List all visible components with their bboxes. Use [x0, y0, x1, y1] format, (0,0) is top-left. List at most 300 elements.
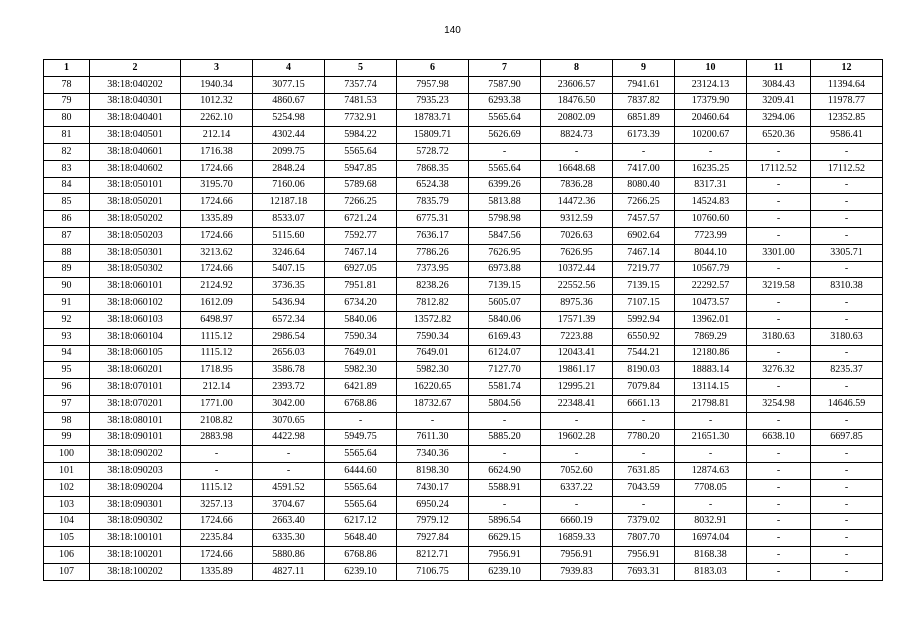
- table-row: [44, 244, 883, 261]
- table-cell: -: [747, 311, 811, 328]
- table-cell: 2108.82: [181, 412, 253, 429]
- table-cell: 8238.26: [397, 278, 469, 295]
- table-cell: 6524.38: [397, 177, 469, 194]
- table-cell: 5565.64: [325, 479, 397, 496]
- table-row: [44, 143, 883, 160]
- table-cell: 5565.64: [325, 496, 397, 513]
- table-cell: 3070.65: [253, 412, 325, 429]
- table-cell: 212.14: [181, 379, 253, 396]
- table-cell: -: [747, 379, 811, 396]
- table-cell: 5982.30: [397, 362, 469, 379]
- table-cell: 79: [44, 93, 90, 110]
- table-cell: 3180.63: [747, 328, 811, 345]
- table-cell: 7631.85: [613, 463, 675, 480]
- table-cell: 7626.95: [541, 244, 613, 261]
- table-cell: 12874.63: [675, 463, 747, 480]
- header-row: [44, 60, 883, 77]
- table-cell: -: [811, 177, 883, 194]
- table-cell: 101: [44, 463, 90, 480]
- table-cell: 7927.84: [397, 530, 469, 547]
- table-cell: 5565.64: [469, 160, 541, 177]
- table-cell: 5605.07: [469, 295, 541, 312]
- table-cell: 7266.25: [613, 194, 675, 211]
- table-cell: 7941.61: [613, 76, 675, 93]
- table-cell: 6775.31: [397, 211, 469, 228]
- table-row: [44, 328, 883, 345]
- table-cell: 97: [44, 395, 90, 412]
- table-cell: 13962.01: [675, 311, 747, 328]
- table-cell: 7043.59: [613, 479, 675, 496]
- table-cell: 107: [44, 563, 90, 580]
- table-cell: 38:18:040401: [90, 110, 181, 127]
- table-cell: 5588.91: [469, 479, 541, 496]
- table-cell: -: [747, 479, 811, 496]
- table-cell: -: [747, 211, 811, 228]
- table-cell: 2986.54: [253, 328, 325, 345]
- table-cell: 38:18:040202: [90, 76, 181, 93]
- table-cell: 100: [44, 446, 90, 463]
- table-cell: -: [811, 227, 883, 244]
- table-cell: -: [747, 261, 811, 278]
- table-cell: 102: [44, 479, 90, 496]
- table-cell: 6550.92: [613, 328, 675, 345]
- table-cell: -: [675, 496, 747, 513]
- table-cell: 38:18:090101: [90, 429, 181, 446]
- table-row: [44, 379, 883, 396]
- table-cell: 8183.03: [675, 563, 747, 580]
- table-cell: 98: [44, 412, 90, 429]
- table-cell: 5798.98: [469, 211, 541, 228]
- table-cell: 7379.02: [613, 513, 675, 530]
- table-cell: 5804.56: [469, 395, 541, 412]
- table-cell: -: [811, 194, 883, 211]
- table-cell: 5115.60: [253, 227, 325, 244]
- table-cell: -: [747, 463, 811, 480]
- table-cell: 7357.74: [325, 76, 397, 93]
- table-cell: 10473.57: [675, 295, 747, 312]
- table-cell: 106: [44, 547, 90, 564]
- table-cell: 38:18:040602: [90, 160, 181, 177]
- table-cell: 7786.26: [397, 244, 469, 261]
- table-cell: 85: [44, 194, 90, 211]
- table-cell: 7026.63: [541, 227, 613, 244]
- table-cell: 6124.07: [469, 345, 541, 362]
- table-cell: 16859.33: [541, 530, 613, 547]
- table-cell: 7417.00: [613, 160, 675, 177]
- table-cell: 7430.17: [397, 479, 469, 496]
- table-cell: 7939.83: [541, 563, 613, 580]
- table-cell: 16220.65: [397, 379, 469, 396]
- table-cell: 7139.15: [469, 278, 541, 295]
- table-cell: 6173.39: [613, 127, 675, 144]
- table-cell: 1115.12: [181, 328, 253, 345]
- table-cell: 82: [44, 143, 90, 160]
- table-cell: 14472.36: [541, 194, 613, 211]
- table-row: [44, 194, 883, 211]
- table-cell: 6520.36: [747, 127, 811, 144]
- table-cell: 8190.03: [613, 362, 675, 379]
- table-row: [44, 177, 883, 194]
- table-cell: 38:18:050203: [90, 227, 181, 244]
- table-cell: 5728.72: [397, 143, 469, 160]
- table-cell: -: [811, 345, 883, 362]
- table-cell: 3246.64: [253, 244, 325, 261]
- table-cell: 16235.25: [675, 160, 747, 177]
- table-cell: -: [747, 143, 811, 160]
- table-cell: -: [811, 412, 883, 429]
- table-cell: 7807.70: [613, 530, 675, 547]
- table-row: [44, 227, 883, 244]
- table-cell: 80: [44, 110, 90, 127]
- table-cell: 5813.88: [469, 194, 541, 211]
- table-row: [44, 311, 883, 328]
- table-cell: 14524.83: [675, 194, 747, 211]
- table-cell: 7160.06: [253, 177, 325, 194]
- table-cell: 38:18:100201: [90, 547, 181, 564]
- table-cell: 3294.06: [747, 110, 811, 127]
- table-cell: -: [747, 345, 811, 362]
- table-cell: 6444.60: [325, 463, 397, 480]
- table-cell: 38:18:060201: [90, 362, 181, 379]
- table-cell: 6399.26: [469, 177, 541, 194]
- table-cell: 212.14: [181, 127, 253, 144]
- table-cell: 3042.00: [253, 395, 325, 412]
- table-cell: 7812.82: [397, 295, 469, 312]
- table-cell: 99: [44, 429, 90, 446]
- table-cell: 5648.40: [325, 530, 397, 547]
- table-cell: 12043.41: [541, 345, 613, 362]
- table-cell: 87: [44, 227, 90, 244]
- table-row: [44, 362, 883, 379]
- column-header: 9: [613, 60, 675, 77]
- table-cell: 7106.75: [397, 563, 469, 580]
- table-cell: -: [811, 479, 883, 496]
- table-cell: 7127.70: [469, 362, 541, 379]
- table-cell: 13114.15: [675, 379, 747, 396]
- table-row: [44, 76, 883, 93]
- table-cell: 6239.10: [469, 563, 541, 580]
- table-cell: 7611.30: [397, 429, 469, 446]
- column-header: 1: [44, 60, 90, 77]
- table-cell: 8235.37: [811, 362, 883, 379]
- table-cell: -: [811, 463, 883, 480]
- table-cell: 38:18:090204: [90, 479, 181, 496]
- column-header: 7: [469, 60, 541, 77]
- table-cell: 8975.36: [541, 295, 613, 312]
- table-cell: 2235.84: [181, 530, 253, 547]
- table-cell: 5949.75: [325, 429, 397, 446]
- column-header: 8: [541, 60, 613, 77]
- table-cell: 17379.90: [675, 93, 747, 110]
- table-cell: -: [181, 463, 253, 480]
- table-cell: 6902.64: [613, 227, 675, 244]
- table-row: [44, 127, 883, 144]
- table-cell: 3736.35: [253, 278, 325, 295]
- table-cell: 6337.22: [541, 479, 613, 496]
- table-cell: 8212.71: [397, 547, 469, 564]
- table-cell: 19602.28: [541, 429, 613, 446]
- table-cell: 1335.89: [181, 211, 253, 228]
- table-cell: 8198.30: [397, 463, 469, 480]
- table-cell: 86: [44, 211, 90, 228]
- table-cell: 38:18:050201: [90, 194, 181, 211]
- table-cell: -: [811, 311, 883, 328]
- table-cell: 7836.28: [541, 177, 613, 194]
- table-cell: 8533.07: [253, 211, 325, 228]
- table-cell: 5880.86: [253, 547, 325, 564]
- table-cell: 7732.91: [325, 110, 397, 127]
- table-cell: 38:18:050302: [90, 261, 181, 278]
- table-cell: 7481.53: [325, 93, 397, 110]
- table-cell: 5581.74: [469, 379, 541, 396]
- table-cell: 5840.06: [469, 311, 541, 328]
- table-cell: 22292.57: [675, 278, 747, 295]
- table-cell: 7869.29: [675, 328, 747, 345]
- table-cell: 2124.92: [181, 278, 253, 295]
- table-cell: 38:18:100101: [90, 530, 181, 547]
- table-cell: 11394.64: [811, 76, 883, 93]
- table-cell: -: [811, 513, 883, 530]
- table-row: [44, 345, 883, 362]
- table-cell: 38:18:050202: [90, 211, 181, 228]
- table-cell: 1335.89: [181, 563, 253, 580]
- table-cell: 1724.66: [181, 160, 253, 177]
- table-cell: 6973.88: [469, 261, 541, 278]
- table-cell: 6768.86: [325, 395, 397, 412]
- table-cell: 13572.82: [397, 311, 469, 328]
- table-cell: 5254.98: [253, 110, 325, 127]
- table-cell: 5840.06: [325, 311, 397, 328]
- table-cell: 1724.66: [181, 194, 253, 211]
- table-cell: 5947.85: [325, 160, 397, 177]
- table-cell: 38:18:100202: [90, 563, 181, 580]
- table-cell: 103: [44, 496, 90, 513]
- table-row: [44, 496, 883, 513]
- table-cell: -: [613, 412, 675, 429]
- table-cell: -: [811, 143, 883, 160]
- table-row: [44, 160, 883, 177]
- table-cell: -: [747, 412, 811, 429]
- table-cell: 7693.31: [613, 563, 675, 580]
- table-cell: 1718.95: [181, 362, 253, 379]
- table-cell: 38:18:090302: [90, 513, 181, 530]
- table-cell: 5896.54: [469, 513, 541, 530]
- table-cell: 90: [44, 278, 90, 295]
- table-cell: -: [811, 295, 883, 312]
- table-cell: 104: [44, 513, 90, 530]
- table-cell: 10567.79: [675, 261, 747, 278]
- table-cell: -: [253, 446, 325, 463]
- table-cell: 22552.56: [541, 278, 613, 295]
- table-cell: -: [811, 563, 883, 580]
- table-cell: -: [253, 463, 325, 480]
- table-cell: 3077.15: [253, 76, 325, 93]
- table-cell: 10372.44: [541, 261, 613, 278]
- table-cell: 38:18:060101: [90, 278, 181, 295]
- table-cell: 4860.67: [253, 93, 325, 110]
- table-row: [44, 278, 883, 295]
- table-cell: -: [675, 446, 747, 463]
- table-cell: 1771.00: [181, 395, 253, 412]
- table-cell: 14646.59: [811, 395, 883, 412]
- table-cell: 6239.10: [325, 563, 397, 580]
- table-cell: 6421.89: [325, 379, 397, 396]
- column-header: 10: [675, 60, 747, 77]
- page-number: 140: [444, 25, 461, 36]
- table-cell: -: [541, 446, 613, 463]
- table-cell: 6851.89: [613, 110, 675, 127]
- table-row: [44, 463, 883, 480]
- table-cell: -: [675, 143, 747, 160]
- table-cell: 9586.41: [811, 127, 883, 144]
- table-cell: 23606.57: [541, 76, 613, 93]
- table-cell: 19861.17: [541, 362, 613, 379]
- table-cell: 7723.99: [675, 227, 747, 244]
- table-cell: 4422.98: [253, 429, 325, 446]
- table-cell: 18783.71: [397, 110, 469, 127]
- table-cell: 2663.40: [253, 513, 325, 530]
- table-row: [44, 429, 883, 446]
- table-cell: -: [747, 547, 811, 564]
- table-cell: 7266.25: [325, 194, 397, 211]
- table-cell: 7373.95: [397, 261, 469, 278]
- table-cell: 3084.43: [747, 76, 811, 93]
- table-cell: 83: [44, 160, 90, 177]
- table-cell: 91: [44, 295, 90, 312]
- table-row: [44, 446, 883, 463]
- table-cell: 17571.39: [541, 311, 613, 328]
- table-cell: 2099.75: [253, 143, 325, 160]
- table-cell: 6624.90: [469, 463, 541, 480]
- table-cell: 3254.98: [747, 395, 811, 412]
- table-cell: 15809.71: [397, 127, 469, 144]
- table-cell: -: [541, 143, 613, 160]
- table-cell: 105: [44, 530, 90, 547]
- table-cell: 22348.41: [541, 395, 613, 412]
- table-cell: -: [747, 513, 811, 530]
- table-cell: 12352.85: [811, 110, 883, 127]
- table-cell: 6697.85: [811, 429, 883, 446]
- table-cell: -: [675, 412, 747, 429]
- table-cell: 38:18:060103: [90, 311, 181, 328]
- column-header: 2: [90, 60, 181, 77]
- table-cell: 9312.59: [541, 211, 613, 228]
- table-cell: 3257.13: [181, 496, 253, 513]
- table-cell: 20460.64: [675, 110, 747, 127]
- table-cell: 6335.30: [253, 530, 325, 547]
- table-cell: 17112.52: [811, 160, 883, 177]
- table-cell: 7957.98: [397, 76, 469, 93]
- table-cell: 3305.71: [811, 244, 883, 261]
- table-cell: 12187.18: [253, 194, 325, 211]
- table-cell: -: [613, 143, 675, 160]
- table-cell: -: [181, 446, 253, 463]
- table-row: [44, 479, 883, 496]
- table-cell: 5982.30: [325, 362, 397, 379]
- table-cell: 38:18:060105: [90, 345, 181, 362]
- table-cell: 1115.12: [181, 345, 253, 362]
- table-row: [44, 412, 883, 429]
- table-cell: -: [613, 496, 675, 513]
- table-row: [44, 261, 883, 278]
- table-cell: 1724.66: [181, 227, 253, 244]
- table-cell: 2883.98: [181, 429, 253, 446]
- table-cell: 8310.38: [811, 278, 883, 295]
- table-cell: 7649.01: [397, 345, 469, 362]
- table-cell: 6950.24: [397, 496, 469, 513]
- table-cell: 5984.22: [325, 127, 397, 144]
- table-cell: 2393.72: [253, 379, 325, 396]
- table-cell: 38:18:050301: [90, 244, 181, 261]
- table-cell: 8080.40: [613, 177, 675, 194]
- table-cell: 21798.81: [675, 395, 747, 412]
- table-cell: -: [469, 412, 541, 429]
- table-cell: 6768.86: [325, 547, 397, 564]
- table-cell: 1115.12: [181, 479, 253, 496]
- table-cell: 8317.31: [675, 177, 747, 194]
- table-cell: 6638.10: [747, 429, 811, 446]
- table-cell: 7956.91: [541, 547, 613, 564]
- table-cell: 38:18:050101: [90, 177, 181, 194]
- table-cell: 2656.03: [253, 345, 325, 362]
- table-cell: -: [397, 412, 469, 429]
- table-cell: 1612.09: [181, 295, 253, 312]
- table-row: [44, 513, 883, 530]
- table-cell: 7340.36: [397, 446, 469, 463]
- table-cell: 3195.70: [181, 177, 253, 194]
- table-cell: 5992.94: [613, 311, 675, 328]
- table-cell: 6572.34: [253, 311, 325, 328]
- table-cell: 96: [44, 379, 90, 396]
- table-cell: -: [747, 496, 811, 513]
- table-cell: 94: [44, 345, 90, 362]
- table-cell: 92: [44, 311, 90, 328]
- table-cell: -: [613, 446, 675, 463]
- table-cell: 6629.15: [469, 530, 541, 547]
- table-cell: 8032.91: [675, 513, 747, 530]
- table-cell: 1724.66: [181, 513, 253, 530]
- table-cell: 3180.63: [811, 328, 883, 345]
- table-cell: 7708.05: [675, 479, 747, 496]
- table-cell: 1716.38: [181, 143, 253, 160]
- column-header: 4: [253, 60, 325, 77]
- table-cell: 95: [44, 362, 90, 379]
- table-cell: 7626.95: [469, 244, 541, 261]
- table-cell: 7979.12: [397, 513, 469, 530]
- table-cell: 11978.77: [811, 93, 883, 110]
- table-cell: 7544.21: [613, 345, 675, 362]
- table-cell: 4827.11: [253, 563, 325, 580]
- table-cell: -: [811, 496, 883, 513]
- table-cell: 5436.94: [253, 295, 325, 312]
- table-cell: 7868.35: [397, 160, 469, 177]
- table-cell: 5407.15: [253, 261, 325, 278]
- table-cell: 3276.32: [747, 362, 811, 379]
- table-cell: 7590.34: [325, 328, 397, 345]
- table-cell: 5626.69: [469, 127, 541, 144]
- table-cell: 7935.23: [397, 93, 469, 110]
- table-cell: 5885.20: [469, 429, 541, 446]
- table-row: [44, 395, 883, 412]
- table-cell: 78: [44, 76, 90, 93]
- table-cell: -: [811, 530, 883, 547]
- table-cell: -: [747, 295, 811, 312]
- table-cell: 8824.73: [541, 127, 613, 144]
- table-cell: 1724.66: [181, 547, 253, 564]
- table-cell: 7837.82: [613, 93, 675, 110]
- table-cell: -: [747, 563, 811, 580]
- table-cell: 6661.13: [613, 395, 675, 412]
